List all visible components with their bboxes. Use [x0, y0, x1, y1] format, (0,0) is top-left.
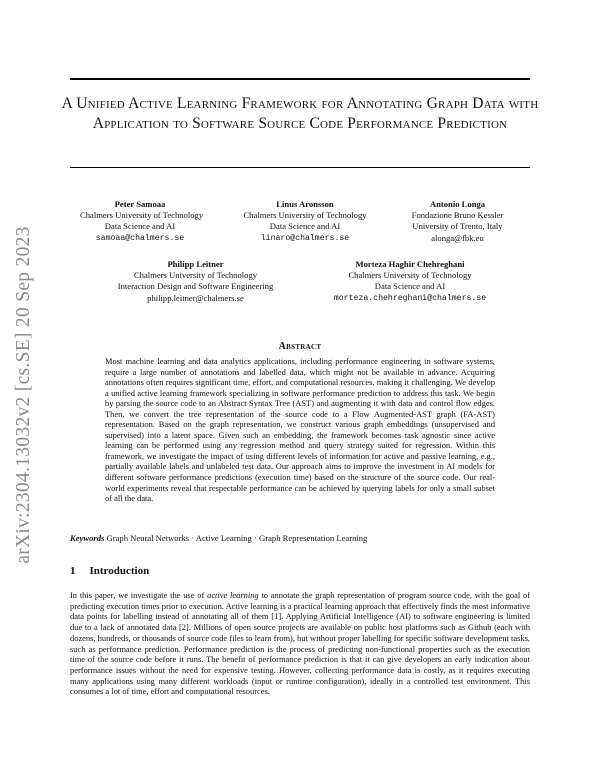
intro-text-rest: to annotate the graph representation of program source code, with the goal of predicting execution times prior to execution. Active learning is a practical learning approach that effectively finds the most informative data points for labelling instead of annotating all of them [1]. Applying Artificial Intelligence (AI) to software engineering is limited due to a lack of annotated data [2]. Millions of open source projects are available on public host platforms such as Github (each with dozens, hundreds, or thousands of source code files to learn from), but without proper labelling for specific software development tasks, such as performance prediction. Performance prediction is the process of predicting non-functional properties such as the execution time of the source code before it runs. The benefit of performance prediction is that it can give developers an early indication about performance issues without the need for expensive testing. However, collecting performance data is costly, as it requires executing many applications using many different workloads (input or runtime configuration), ideally in a controlled test environment. This consumes a lot of time, effort and computational resources. [70, 590, 531, 697]
introduction-paragraph [70, 590, 530, 697]
arxiv-identifier-stamp [6, 215, 42, 575]
title-top-rule [70, 78, 530, 80]
abstract-heading: Abstract [278, 341, 322, 352]
author-block [240, 199, 370, 244]
intro-emphasis: active learning [207, 590, 259, 600]
section-title: Introduction [89, 565, 150, 577]
author-affiliation: Chalmers University of Technology [80, 210, 204, 221]
abstract-text: Most machine learning and data analytics applications, including performance engineering in software systems, require a large number of annotations and labelled data, which might not be available in advance. Acquiring annotations often requires significant time, effort, and computational resources, making it challenging. We develop a unified active learning framework specializing in software performance prediction to address this task. We begin by parsing the source code to an Abstract Syntax Tree (AST) and augmenting it with data and control flow edges. Then, we convert the tree representation of the source code to a Flow Augmented-AST graph (FA-AST) representation. Based on the graph representation, we construct various graph embeddings (unsupervised and supervised) into a latent space. Given such an embedding, the framework becomes task agnostic since active learning can be performed using any regression method and query strategy suited for regression. Within this framework, we investigate the impact of using different levels of information for active and passive learning, e.g., partially available labels and unlabeled test data. Our approach aims to improve the investment in AI models for different software performance predictions (execution time) based on the structure of the source code. Our real-world experiments reveal that respectable performance can be achieved by querying labels for only a small subset of all the data. [105, 356, 495, 504]
section-heading [70, 565, 149, 577]
author-name: Morteza Haghir Chehreghani [355, 259, 465, 269]
author-department: Data Science and AI [374, 281, 446, 292]
author-affiliation: Fondazione Bruno Kessler [411, 210, 504, 221]
keywords-line [70, 533, 530, 543]
author-department: University of Trento, Italy [412, 221, 503, 232]
arxiv-identifier-text: arXiv:2304.13032v2 [cs.SE] 20 Sep 2023 [13, 226, 34, 564]
author-block [395, 199, 520, 244]
author-email: morteza.chehreghani@chalmers.se [333, 293, 487, 303]
author-name: Peter Samoaa [114, 199, 166, 209]
author-name: Linus Aronsson [276, 199, 334, 209]
author-name: Antonio Longa [429, 199, 486, 209]
title-bottom-rule [70, 167, 530, 168]
author-email: samoaa@chalmers.se [95, 233, 185, 243]
intro-text-start: In this paper, we investigate the use of [70, 590, 208, 600]
author-name: Philipp Leitner [167, 259, 224, 269]
author-department: Data Science and AI [269, 221, 341, 232]
author-affiliation: Chalmers University of Technology [133, 270, 258, 281]
paper-title: A Unified Active Learning Framework for Annotating Graph Data with Application to Software Source Code Performance Prediction [61, 95, 539, 132]
author-email: linaro@chalmers.se [260, 233, 350, 243]
author-email: alonga@fbk.eu [431, 232, 484, 243]
section-number: 1 [70, 565, 76, 577]
author-department: Data Science and AI [104, 221, 176, 232]
author-email: philipp.leitner@chalmers.se [147, 292, 244, 303]
author-affiliation: Chalmers University of Technology [243, 210, 367, 221]
author-block [325, 259, 495, 304]
keywords-list: Graph Neural Networks · Active Learning · Graph Representation Learning [106, 533, 368, 543]
author-block [80, 199, 204, 244]
author-department: Interaction Design and Software Engineering [117, 281, 274, 292]
author-affiliation: Chalmers University of Technology [348, 270, 472, 281]
keywords-label: Keywords [70, 533, 105, 543]
author-block [103, 259, 288, 304]
